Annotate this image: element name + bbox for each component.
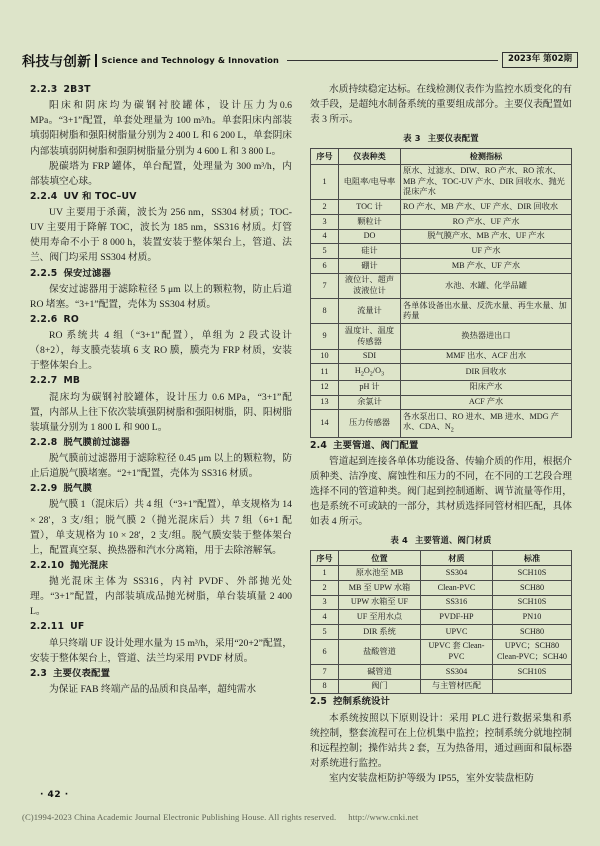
table3-cell-index: 8 — [311, 299, 339, 324]
table-row — [311, 595, 572, 610]
table4-cell-standard: SCH10S — [493, 566, 572, 581]
table4-cell-material: Clean-PVC — [421, 581, 493, 596]
table3-cell-target: 脱气膜产水、MB 产水、UF 产水 — [401, 229, 572, 244]
table-row — [311, 380, 572, 395]
table4-cell-material: UPVC 套 Clean-PVC — [421, 639, 493, 664]
section-heading — [30, 267, 292, 281]
table-pipe-valve-materials — [310, 550, 572, 694]
section-heading — [30, 374, 292, 388]
table-row — [311, 679, 572, 694]
table3-cell-kind: 余氯计 — [339, 395, 401, 410]
table4-caption — [310, 534, 572, 547]
section-number: 2.3 — [30, 667, 48, 679]
table4-cell-location: UPW 水箱至 UF — [339, 595, 421, 610]
table3-cell-index: 4 — [311, 229, 339, 244]
section-heading — [30, 667, 292, 681]
table4-cell-material: SS304 — [421, 566, 493, 581]
table3-cell-target: 各水泵出口、RO 进水、MB 进水、MDG 产水、CDA、$N_2$ — [401, 410, 572, 437]
body-paragraph: 保安过滤器用于滤除粒径 5 μm 以上的颗粒物，防止后道 RO 堵塞。“3+1”配置，壳体为 SS304 材质。 — [30, 283, 292, 310]
table4-cell-location: 阀门 — [339, 679, 421, 694]
section-heading — [30, 559, 292, 573]
table3-cell-index: 2 — [311, 200, 339, 215]
table4-cell-location: 碱管道 — [339, 665, 421, 680]
table3-caption-title: 主要仪表配置 — [427, 133, 479, 144]
table4-cell-index: 4 — [311, 610, 339, 625]
section-title: MB — [63, 375, 81, 387]
table4-caption-title: 主要管道、阀门材质 — [415, 535, 492, 546]
section-number: 2.2.3 — [30, 84, 58, 95]
table-row — [311, 164, 572, 200]
section-title: 主要仪表配置 — [53, 667, 111, 679]
table3-cell-target: 原水、过滤水、DIW、RO 产水、RO 浓水、MB 产水、TOC-UV 产水、DIR 回收水、抛光混床产水 — [401, 164, 572, 200]
title-divider — [95, 54, 97, 67]
section-number: 2.2.10 — [30, 559, 65, 571]
section-heading — [30, 83, 292, 97]
table-row — [311, 229, 572, 244]
section-title: 抛光混床 — [70, 559, 109, 571]
table-row — [311, 324, 572, 349]
table4-caption-number: 表 4 — [390, 535, 409, 546]
issue-badge: 2023年 第02期 — [502, 52, 578, 67]
section-number: 2.2.8 — [30, 436, 58, 448]
table3-cell-index: 3 — [311, 215, 339, 230]
section-title: 保安过滤器 — [63, 267, 111, 279]
journal-title-en: Science and Technology & Innovation — [101, 55, 280, 65]
table4-col-location: 位置 — [339, 550, 421, 566]
copyright-text: (C)1994-2023 China Academic Journal Electronic Publishing House. All rights reserved. — [22, 812, 337, 822]
table3-col-target: 检测指标 — [401, 148, 572, 164]
table4-cell-standard: SCH10S — [493, 595, 572, 610]
section-heading — [30, 313, 292, 327]
table4-cell-material: PVDF-HP — [421, 610, 493, 625]
table3-cell-target: ACF 产水 — [401, 395, 572, 410]
table-row — [311, 244, 572, 259]
right-column — [310, 82, 572, 786]
table3-cell-kind: 压力传感器 — [339, 410, 401, 437]
table4-cell-index: 7 — [311, 665, 339, 680]
table-row — [311, 610, 572, 625]
table3-cell-target: 阳床产水 — [401, 380, 572, 395]
table4-cell-location: UF 至用水点 — [339, 610, 421, 625]
table3-cell-index: 6 — [311, 259, 339, 274]
table-row — [311, 215, 572, 230]
table3-cell-target: MMF 出水、ACF 出水 — [401, 349, 572, 364]
body-paragraph: 阳床和阴床均为碳钢衬胶罐体，设计压力为0.6 MPa。“3+1”配置，单套处理量为 100 m³/h。单套阳床内部装填弱阳树脂和强阳树脂量分别为 2 400 L 和 6 200 L，单套阴床内部装填弱阴树脂和强阴树脂量分别为 4 600 L 和 3 800 L。 — [30, 100, 292, 157]
section-title: 脱气膜前过滤器 — [63, 436, 130, 448]
table4-cell-index: 8 — [311, 679, 339, 694]
table-row — [311, 273, 572, 298]
table3-cell-index: 12 — [311, 380, 339, 395]
table4-cell-location: 盐酸管道 — [339, 639, 421, 664]
table4-cell-standard: SCH80 — [493, 581, 572, 596]
table3-cell-index: 10 — [311, 349, 339, 364]
table3-cell-kind: $H_2O_2/O_3$ — [339, 364, 401, 381]
section-number: 2.2.6 — [30, 313, 58, 325]
table3-cell-kind: SDI — [339, 349, 401, 364]
table3-cell-target: DIR 回收水 — [401, 364, 572, 381]
table4-cell-index: 2 — [311, 581, 339, 596]
table3-cell-index: 5 — [311, 244, 339, 259]
table4-col-index: 序号 — [311, 550, 339, 566]
table3-cell-kind: 电阻率/电导率 — [339, 164, 401, 200]
table4-cell-standard: SCH80 — [493, 625, 572, 640]
table3-cell-target: 水池、水罐、化学品罐 — [401, 273, 572, 298]
section-number: 2.2.9 — [30, 483, 58, 495]
table-row — [311, 639, 572, 664]
table3-cell-target: UF 产水 — [401, 244, 572, 259]
table4-cell-material: SS304 — [421, 665, 493, 680]
table3-caption — [310, 132, 572, 145]
section-number: 2.2.5 — [30, 267, 58, 279]
table3-cell-index: 1 — [311, 164, 339, 200]
body-paragraph: 脱气膜 1（混床后）共 4 组（“3+1”配置），单支规格为 14 × 28'，3 支/组；脱气膜 2（抛光混床后）共 7 组（6+1 配置），单支规格为 10 × 28'，2 支/组。脱气膜安装于整体架台上，配置真空泵、换热器和汽水分离箱，用于去除溶解氧。 — [30, 499, 292, 556]
table4-cell-location: 原水池至 MB — [339, 566, 421, 581]
table4-cell-index: 5 — [311, 625, 339, 640]
table4-header-row — [311, 550, 572, 566]
section-heading — [30, 482, 292, 496]
table3-cell-target: 各单体设备出水量、反洗水量、再生水量、加药量 — [401, 299, 572, 324]
table-row — [311, 395, 572, 410]
copyright-line — [22, 812, 418, 822]
table3-cell-target: RO 产水、UF 产水 — [401, 215, 572, 230]
table4-cell-material: SS316 — [421, 595, 493, 610]
section-title: 2B3T — [63, 84, 91, 95]
intro-paragraph: 水质持续稳定达标。在线检测仪表作为监控水质变化的有效手段，是超纯水制备系统的重要组成部分。主要仪表配置如表 3 所示。 — [310, 84, 572, 126]
table3-cell-target: RO 产水、MB 产水、UF 产水、DIR 回收水 — [401, 200, 572, 215]
table-row — [311, 410, 572, 437]
section-title: UV 和 TOC–UV — [63, 190, 137, 202]
table4-cell-standard: UPVC；SCH80 Clean-PVC；SCH40 — [493, 639, 572, 664]
section-2-4-number: 2.4 — [310, 439, 328, 451]
table4-cell-index: 3 — [311, 595, 339, 610]
section-2-4-heading — [310, 439, 572, 453]
table-row — [311, 581, 572, 596]
table-row — [311, 665, 572, 680]
table3-col-kind: 仪表种类 — [339, 148, 401, 164]
table3-cell-kind: DO — [339, 229, 401, 244]
header-rule — [287, 60, 498, 61]
table-row — [311, 299, 572, 324]
table3-cell-index: 9 — [311, 324, 339, 349]
section-heading — [30, 436, 292, 450]
table3-cell-index: 7 — [311, 273, 339, 298]
section-number: 2.2.7 — [30, 375, 58, 387]
table4-cell-material: 与主管材匹配 — [421, 679, 493, 694]
table3-cell-kind: 温度计、温度传感器 — [339, 324, 401, 349]
section-2-5-paragraph-2: 室内安装盘柜防护等级为 IP55，室外安装盘柜防 — [329, 773, 534, 784]
table-row — [311, 349, 572, 364]
table4-cell-location: MB 至 UPW 水箱 — [339, 581, 421, 596]
body-paragraph: 脱碳塔为 FRP 罐体，单台配置，处理量为 300 m³/h，内部装填空心球。 — [30, 160, 292, 187]
section-2-5-heading — [310, 695, 572, 709]
body-paragraph: 脱气膜前过滤器用于滤除粒径 0.45 μm 以上的颗粒物，防止后道脱气膜堵塞。“2+1”配置，壳体为 SS316 材质。 — [30, 453, 292, 480]
section-number: 2.2.4 — [30, 190, 58, 202]
table4-cell-index: 1 — [311, 566, 339, 581]
table4-col-material: 材质 — [421, 550, 493, 566]
table4-cell-index: 6 — [311, 639, 339, 664]
table3-cell-kind: 液位计、超声波液位计 — [339, 273, 401, 298]
table3-cell-kind: pH 计 — [339, 380, 401, 395]
section-heading — [30, 190, 292, 204]
table4-cell-location: DIR 系统 — [339, 625, 421, 640]
body-paragraph: 单只终端 UF 设计处理水量为 15 m³/h，采用“20+2”配置，安装于整体架台上，管道、法兰均采用 PVDF 材质。 — [30, 637, 293, 664]
table3-cell-kind: 硼计 — [339, 259, 401, 274]
table3-cell-index: 13 — [311, 395, 339, 410]
body-paragraph: 混床均为碳钢衬胶罐体，设计压力 0.6 MPa，“3+1”配置，内部从上往下依次装填强阴树脂和强阳树脂，阴、阳树脂装填量分别为 1 800 L 和 900 L。 — [30, 391, 292, 433]
running-head — [22, 48, 578, 72]
body-paragraph: UV 主要用于杀菌，波长为 256 nm，SS304 材质；TOC-UV 主要用于降解 TOC，波长为 185 nm，SS316 材质。灯管使用寿命不小于 8 000 h，装置安装于整体架台上，管道、法兰、阀门均采用 SS304 材质。 — [30, 207, 292, 264]
table-row — [311, 364, 572, 381]
table4-cell-standard: PN10 — [493, 610, 572, 625]
table3-cell-kind: 颗粒计 — [339, 215, 401, 230]
section-heading — [30, 620, 292, 634]
table4-cell-standard: SCH10S — [493, 665, 572, 680]
table3-cell-index: 11 — [311, 364, 339, 381]
section-title: RO — [63, 313, 79, 325]
table-row — [311, 625, 572, 640]
body-paragraph: RO 系统共 4 组（“3+1”配置），单组为 2 段式设计（8+2），每支膜壳装填 6 支 RO 膜，膜壳为 FRP 材质，安装于整体架台上。 — [30, 330, 292, 372]
section-2-4-paragraph: 管道起到连接各单体功能设备、传输介质的作用，根据介质种类、洁净度、腐蚀性和压力的不同，在不同的工艺段合理选择不同的管道种类。阀门起到控制通断、调节流量等作用，也是系统不可或缺的一部分，其材质选择同管材相匹配，具体如表 4 所示。 — [310, 455, 572, 528]
table-instrument-config — [310, 148, 572, 438]
table3-cell-kind: 流量计 — [339, 299, 401, 324]
table-row — [311, 566, 572, 581]
table3-cell-target: 换热器进出口 — [401, 324, 572, 349]
body-paragraph: 抛光混床主体为 SS316，内衬 PVDF、外部抛光处理。“3+1”配置，内部装填成品抛光树脂，单台装填量 2 400 L。 — [30, 576, 292, 618]
section-2-5-title: 控制系统设计 — [333, 696, 391, 708]
section-title: UF — [70, 621, 85, 633]
journal-title-cn: 科技与创新 — [22, 54, 91, 70]
section-number: 2.2.11 — [30, 621, 65, 633]
section-2-5-number: 2.5 — [310, 696, 328, 708]
table4-cell-standard — [493, 679, 572, 694]
table3-cell-target: MB 产水、UF 产水 — [401, 259, 572, 274]
table3-cell-index: 14 — [311, 410, 339, 437]
section-2-5-paragraph-1: 本系统按照以下原则设计：采用 PLC 进行数据采集和系统控制，整套流程可在上位机集中监控；控制系统分就地控制和远程控制；操作站共 2 套，互为热备用，通过画面和鼠标器对系统进行监控。 — [310, 712, 572, 769]
left-column — [30, 82, 292, 697]
table3-caption-number: 表 3 — [403, 133, 421, 144]
table3-cell-kind: TOC 计 — [339, 200, 401, 215]
section-title: 脱气膜 — [63, 483, 92, 495]
table-row — [311, 259, 572, 274]
table3-cell-kind: 硅计 — [339, 244, 401, 259]
page-number: · 42 · — [40, 790, 69, 800]
table3-col-index: 序号 — [311, 148, 339, 164]
table4-col-standard: 标准 — [493, 550, 572, 566]
table-row — [311, 200, 572, 215]
body-paragraph: 为保证 FAB 终端产品的品质和良品率，超纯需水 — [49, 683, 257, 695]
table4-cell-material: UPVC — [421, 625, 493, 640]
section-2-4-title: 主要管道、阀门配置 — [333, 439, 419, 451]
cnki-url: http://www.cnki.net — [348, 812, 419, 822]
table3-header-row — [311, 148, 572, 164]
